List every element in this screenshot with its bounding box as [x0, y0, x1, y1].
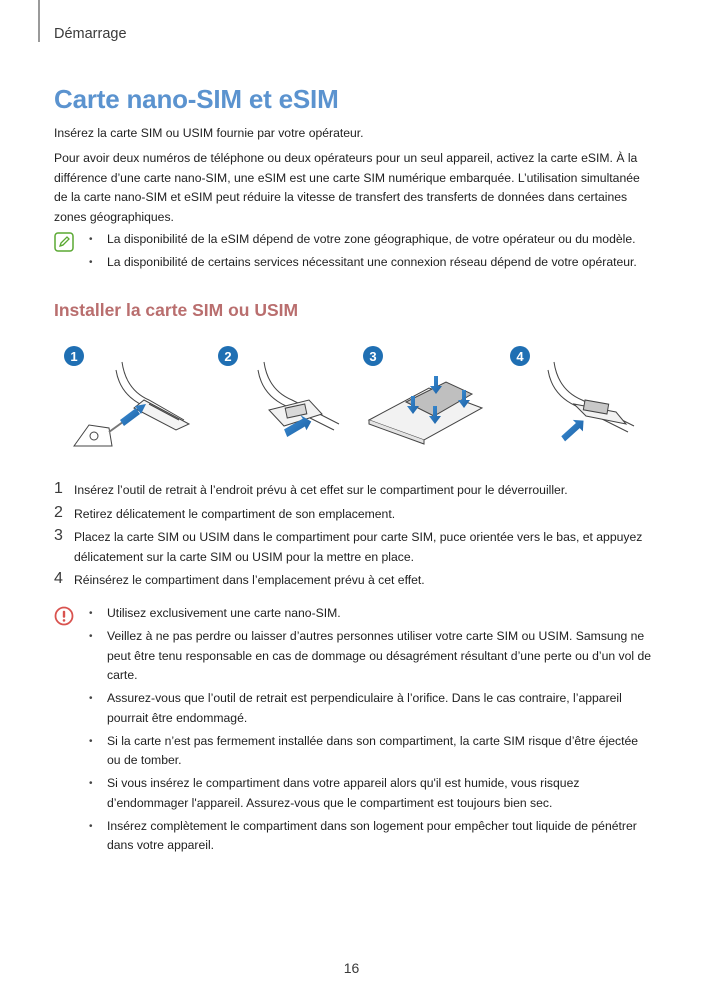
page-number: 16 [343, 960, 360, 976]
step-item [54, 505, 654, 525]
step-badge-4 [510, 346, 530, 366]
list-item: • La disponibilité de certains services nécessitant une connexion réseau dépend de votre opérateur. [87, 253, 652, 273]
step-badge-2 [218, 346, 238, 366]
list-item: • Veillez à ne pas perdre ou laisser d’autres personnes utiliser votre carte SIM ou USIM. Samsung ne peut être tenu responsable en cas de dommage ou désagrément résultant d’une perte ou d’un vol de carte. [87, 627, 652, 686]
intro-paragraph-2: Pour avoir deux numéros de téléphone ou deux opérateurs pour un seul appareil, activez la carte eSIM. À la différence d’une carte nano-SIM, une eSIM est une carte SIM numérique embarquée. L’utilisation simultanée de la carte nano-SIM et eSIM peut réduire la vitesse de transfert des transferts de données dans certaines zones géographiques. [54, 151, 640, 224]
step-text: Placez la carte SIM ou USIM dans le compartiment pour carte SIM, puce orientée vers le bas, et appuyez délicatement sur la carte SIM ou USIM pour la mettre en place. [74, 530, 643, 564]
list-item: • Utilisez exclusivement une carte nano-SIM. [87, 604, 652, 624]
step-number: 1 [54, 480, 63, 497]
list-item: • Si vous insérez le compartiment dans votre appareil alors qu'il est humide, vous risquez d’endommager l'appareil. Assurez-vous que le compartiment est toujours bien sec. [87, 774, 652, 813]
list-item: • Insérez complètement le compartiment dans son logement pour empêcher tout liquide de pénétrer dans votre appareil. [87, 817, 652, 856]
svg-text:3: 3 [369, 349, 377, 364]
notes-list [87, 230, 652, 276]
svg-text:1: 1 [70, 349, 78, 364]
step-text: Retirez délicatement le compartiment de son emplacement. [74, 506, 396, 521]
steps-list [54, 481, 654, 595]
warning-icon [54, 606, 74, 626]
step-number: 3 [54, 527, 63, 544]
step-item [54, 481, 654, 501]
list-item: • Assurez-vous que l’outil de retrait est perpendiculaire à l’orifice. Dans le cas contraire, l’appareil pourrait être endommagé. [87, 689, 652, 728]
svg-text:4: 4 [516, 349, 524, 364]
section-subtitle: Installer la carte SIM ou USIM [54, 300, 299, 320]
step-number: 4 [54, 570, 63, 587]
list-item: • Si la carte n’est pas fermement installée dans son compartiment, la carte SIM risque d’être éjectée ou de tomber. [87, 732, 652, 771]
step-badge-3 [363, 346, 383, 366]
cautions-list [87, 604, 652, 859]
intro-paragraph-1: Insérez la carte SIM ou USIM fournie par votre opérateur. [54, 126, 364, 140]
step-text: Insérez l’outil de retrait à l’endroit prévu à cet effet sur le compartiment pour le déverrouiller. [74, 483, 568, 497]
header-rule [38, 0, 40, 42]
step-badge-1 [64, 346, 84, 366]
section-header: Démarrage [54, 26, 127, 42]
step-item [54, 571, 654, 591]
installation-illustration [54, 340, 654, 470]
page-title: Carte nano-SIM et eSIM [54, 84, 339, 114]
step-item [54, 528, 654, 567]
svg-text:2: 2 [224, 349, 232, 364]
step-number: 2 [54, 503, 63, 521]
list-item: • La disponibilité de la eSIM dépend de votre zone géographique, de votre opérateur ou du modèle. [87, 230, 652, 250]
pencil-note-icon [54, 232, 74, 252]
step-text: Réinsérez le compartiment dans l’emplacement prévu à cet effet. [74, 573, 425, 587]
